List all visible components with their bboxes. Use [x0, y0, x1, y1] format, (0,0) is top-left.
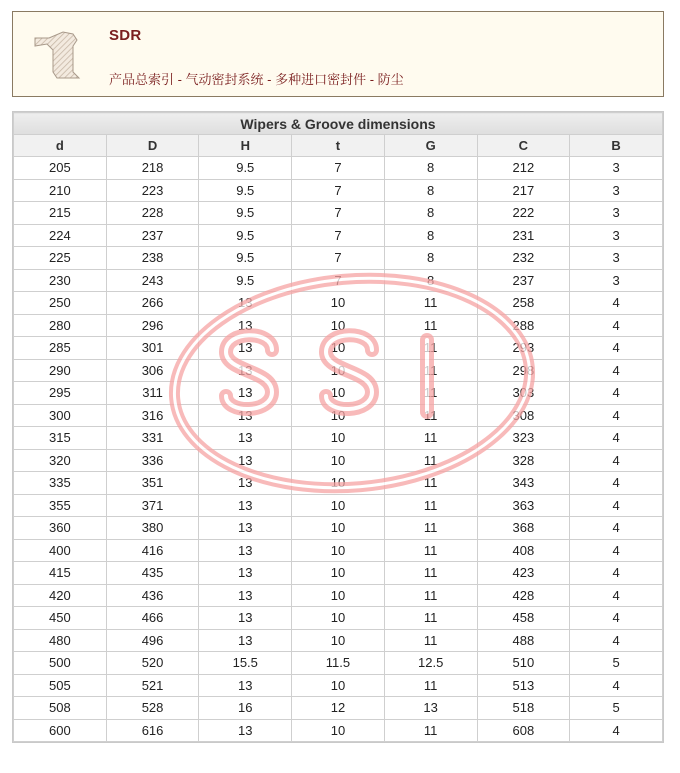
table-cell: 266: [106, 292, 199, 315]
table-cell: 228: [106, 202, 199, 225]
table-cell: 4: [570, 494, 663, 517]
table-cell: 315: [14, 427, 107, 450]
table-row: [14, 292, 663, 315]
table-cell: 400: [14, 539, 107, 562]
table-cell: 435: [106, 562, 199, 585]
table-cell: 608: [477, 719, 570, 742]
table-row: [14, 427, 663, 450]
table-cell: 343: [477, 472, 570, 495]
table-cell: 10: [292, 314, 385, 337]
table-cell: 328: [477, 449, 570, 472]
table-cell: 316: [106, 404, 199, 427]
table-cell: 237: [106, 224, 199, 247]
table-cell: 9.5: [199, 269, 292, 292]
table-cell: 8: [384, 157, 477, 180]
table-cell: 3: [570, 157, 663, 180]
table-cell: 428: [477, 584, 570, 607]
table-cell: 10: [292, 449, 385, 472]
table-cell: 9.5: [199, 157, 292, 180]
table-row: [14, 517, 663, 540]
table-cell: 8: [384, 269, 477, 292]
table-row: [14, 359, 663, 382]
table-body: [14, 157, 663, 742]
table-cell: 303: [477, 382, 570, 405]
table-cell: 13: [199, 314, 292, 337]
table-cell: 11: [384, 674, 477, 697]
table-cell: 480: [14, 629, 107, 652]
table-cell: 308: [477, 404, 570, 427]
table-cell: 13: [199, 517, 292, 540]
breadcrumb[interactable]: 产品总索引 - 气动密封系统 - 多种进口密封件 - 防尘: [109, 72, 404, 87]
table-cell: 488: [477, 629, 570, 652]
table-cell: 288: [477, 314, 570, 337]
table-cell: 11: [384, 472, 477, 495]
table-cell: 306: [106, 359, 199, 382]
table-cell: 218: [106, 157, 199, 180]
table-cell: 212: [477, 157, 570, 180]
table-cell: 415: [14, 562, 107, 585]
table-cell: 13: [384, 697, 477, 720]
table-cell: 355: [14, 494, 107, 517]
table-cell: 258: [477, 292, 570, 315]
column-header-d: d: [14, 135, 107, 157]
table-cell: 371: [106, 494, 199, 517]
table-cell: 301: [106, 337, 199, 360]
table-cell: 11: [384, 719, 477, 742]
table-cell: 217: [477, 179, 570, 202]
table-cell: 13: [199, 674, 292, 697]
table-cell: 13: [199, 359, 292, 382]
table-cell: 7: [292, 179, 385, 202]
table-row: [14, 584, 663, 607]
table-row: [14, 404, 663, 427]
table-cell: 10: [292, 427, 385, 450]
table-cell: 408: [477, 539, 570, 562]
table-cell: 496: [106, 629, 199, 652]
table-cell: 466: [106, 607, 199, 630]
table-cell: 4: [570, 629, 663, 652]
table-cell: 11: [384, 607, 477, 630]
table-cell: 10: [292, 584, 385, 607]
table-cell: 4: [570, 584, 663, 607]
table-cell: 9.5: [199, 202, 292, 225]
table-row: [14, 449, 663, 472]
table-cell: 4: [570, 404, 663, 427]
table-cell: 4: [570, 674, 663, 697]
table-cell: 5: [570, 652, 663, 675]
table-cell: 3: [570, 247, 663, 270]
wiper-seal-cross-section-icon: [29, 28, 85, 84]
table-row: [14, 629, 663, 652]
table-cell: 300: [14, 404, 107, 427]
table-row: [14, 472, 663, 495]
table-cell: 323: [477, 427, 570, 450]
table-cell: 616: [106, 719, 199, 742]
table-cell: 230: [14, 269, 107, 292]
table-cell: 363: [477, 494, 570, 517]
table-cell: 15.5: [199, 652, 292, 675]
table-cell: 223: [106, 179, 199, 202]
table-cell: 215: [14, 202, 107, 225]
table-cell: 4: [570, 337, 663, 360]
column-header-H: H: [199, 135, 292, 157]
table-cell: 320: [14, 449, 107, 472]
table-cell: 11: [384, 359, 477, 382]
table-cell: 11.5: [292, 652, 385, 675]
table-cell: 9.5: [199, 224, 292, 247]
table-cell: 3: [570, 224, 663, 247]
table-cell: 3: [570, 202, 663, 225]
table-cell: 238: [106, 247, 199, 270]
table-cell: 521: [106, 674, 199, 697]
table-cell: 510: [477, 652, 570, 675]
table-cell: 13: [199, 337, 292, 360]
table-cell: 8: [384, 179, 477, 202]
table-cell: 4: [570, 359, 663, 382]
table-row: [14, 652, 663, 675]
column-header-t: t: [292, 135, 385, 157]
table-cell: 10: [292, 494, 385, 517]
table-cell: 13: [199, 427, 292, 450]
table-cell: 11: [384, 562, 477, 585]
table-cell: 4: [570, 472, 663, 495]
table-cell: 8: [384, 202, 477, 225]
table-cell: 224: [14, 224, 107, 247]
table-cell: 528: [106, 697, 199, 720]
table-cell: 13: [199, 472, 292, 495]
column-header-G: G: [384, 135, 477, 157]
table-cell: 293: [477, 337, 570, 360]
dimensions-table: [13, 112, 663, 742]
table-row: [14, 382, 663, 405]
table-cell: 11: [384, 404, 477, 427]
table-row: [14, 157, 663, 180]
table-cell: 232: [477, 247, 570, 270]
table-cell: 450: [14, 607, 107, 630]
table-cell: 11: [384, 382, 477, 405]
table-cell: 231: [477, 224, 570, 247]
table-cell: 295: [14, 382, 107, 405]
table-cell: 13: [199, 449, 292, 472]
table-cell: 7: [292, 224, 385, 247]
table-cell: 3: [570, 269, 663, 292]
product-code: SDR: [109, 27, 142, 44]
table-cell: 12: [292, 697, 385, 720]
table-cell: 520: [106, 652, 199, 675]
table-cell: 13: [199, 494, 292, 517]
column-header-row: [14, 135, 663, 157]
table-cell: 9.5: [199, 247, 292, 270]
table-cell: 225: [14, 247, 107, 270]
table-row: [14, 607, 663, 630]
table-row: [14, 539, 663, 562]
table-cell: 11: [384, 539, 477, 562]
table-cell: 13: [199, 539, 292, 562]
table-cell: 8: [384, 247, 477, 270]
table-cell: 508: [14, 697, 107, 720]
table-cell: 458: [477, 607, 570, 630]
table-cell: 250: [14, 292, 107, 315]
table-cell: 4: [570, 719, 663, 742]
dimensions-table-container: [12, 111, 664, 743]
table-cell: 600: [14, 719, 107, 742]
table-cell: 420: [14, 584, 107, 607]
table-cell: 4: [570, 314, 663, 337]
table-cell: 11: [384, 449, 477, 472]
table-cell: 10: [292, 539, 385, 562]
table-cell: 10: [292, 337, 385, 360]
table-row: [14, 202, 663, 225]
table-row: [14, 247, 663, 270]
column-header-B: B: [570, 135, 663, 157]
table-cell: 360: [14, 517, 107, 540]
table-cell: 4: [570, 607, 663, 630]
table-cell: 290: [14, 359, 107, 382]
table-cell: 380: [106, 517, 199, 540]
table-cell: 13: [199, 719, 292, 742]
table-row: [14, 697, 663, 720]
table-cell: 296: [106, 314, 199, 337]
table-row: [14, 314, 663, 337]
column-header-D: D: [106, 135, 199, 157]
table-cell: 13: [199, 607, 292, 630]
table-cell: 500: [14, 652, 107, 675]
table-cell: 9.5: [199, 179, 292, 202]
table-cell: 205: [14, 157, 107, 180]
table-cell: 237: [477, 269, 570, 292]
table-cell: 298: [477, 359, 570, 382]
table-row: [14, 719, 663, 742]
table-cell: 285: [14, 337, 107, 360]
table-cell: 10: [292, 359, 385, 382]
table-row: [14, 674, 663, 697]
table-cell: 368: [477, 517, 570, 540]
table-cell: 513: [477, 674, 570, 697]
table-cell: 10: [292, 404, 385, 427]
table-cell: 222: [477, 202, 570, 225]
table-cell: 10: [292, 292, 385, 315]
table-cell: 10: [292, 629, 385, 652]
table-cell: 5: [570, 697, 663, 720]
table-cell: 11: [384, 314, 477, 337]
table-cell: 10: [292, 382, 385, 405]
table-cell: 4: [570, 539, 663, 562]
table-cell: 4: [570, 517, 663, 540]
table-cell: 13: [199, 404, 292, 427]
table-cell: 335: [14, 472, 107, 495]
table-cell: 10: [292, 719, 385, 742]
table-cell: 518: [477, 697, 570, 720]
table-cell: 13: [199, 629, 292, 652]
table-cell: 7: [292, 269, 385, 292]
table-cell: 8: [384, 224, 477, 247]
table-cell: 4: [570, 382, 663, 405]
table-cell: 7: [292, 247, 385, 270]
table-cell: 243: [106, 269, 199, 292]
table-cell: 11: [384, 292, 477, 315]
product-header: [12, 11, 664, 97]
table-cell: 7: [292, 202, 385, 225]
table-cell: 11: [384, 517, 477, 540]
table-cell: 16: [199, 697, 292, 720]
table-cell: 436: [106, 584, 199, 607]
table-cell: 11: [384, 337, 477, 360]
table-cell: 4: [570, 562, 663, 585]
column-header-C: C: [477, 135, 570, 157]
table-cell: 13: [199, 382, 292, 405]
table-cell: 351: [106, 472, 199, 495]
table-cell: 3: [570, 179, 663, 202]
table-row: [14, 494, 663, 517]
table-cell: 336: [106, 449, 199, 472]
table-cell: 423: [477, 562, 570, 585]
table-cell: 13: [199, 584, 292, 607]
table-cell: 10: [292, 517, 385, 540]
table-row: [14, 269, 663, 292]
table-row: [14, 337, 663, 360]
table-cell: 7: [292, 157, 385, 180]
table-row: [14, 179, 663, 202]
table-row: [14, 224, 663, 247]
table-cell: 331: [106, 427, 199, 450]
table-cell: 10: [292, 472, 385, 495]
table-cell: 11: [384, 494, 477, 517]
table-cell: 280: [14, 314, 107, 337]
table-cell: 10: [292, 607, 385, 630]
table-cell: 12.5: [384, 652, 477, 675]
table-cell: 11: [384, 584, 477, 607]
table-cell: 11: [384, 427, 477, 450]
table-caption: Wipers & Groove dimensions: [14, 113, 663, 135]
table-cell: 10: [292, 562, 385, 585]
table-cell: 505: [14, 674, 107, 697]
table-cell: 311: [106, 382, 199, 405]
table-cell: 210: [14, 179, 107, 202]
table-cell: 10: [292, 674, 385, 697]
table-cell: 11: [384, 629, 477, 652]
table-cell: 4: [570, 292, 663, 315]
table-cell: 4: [570, 427, 663, 450]
table-cell: 416: [106, 539, 199, 562]
table-cell: 13: [199, 292, 292, 315]
table-cell: 13: [199, 562, 292, 585]
table-row: [14, 562, 663, 585]
table-cell: 4: [570, 449, 663, 472]
